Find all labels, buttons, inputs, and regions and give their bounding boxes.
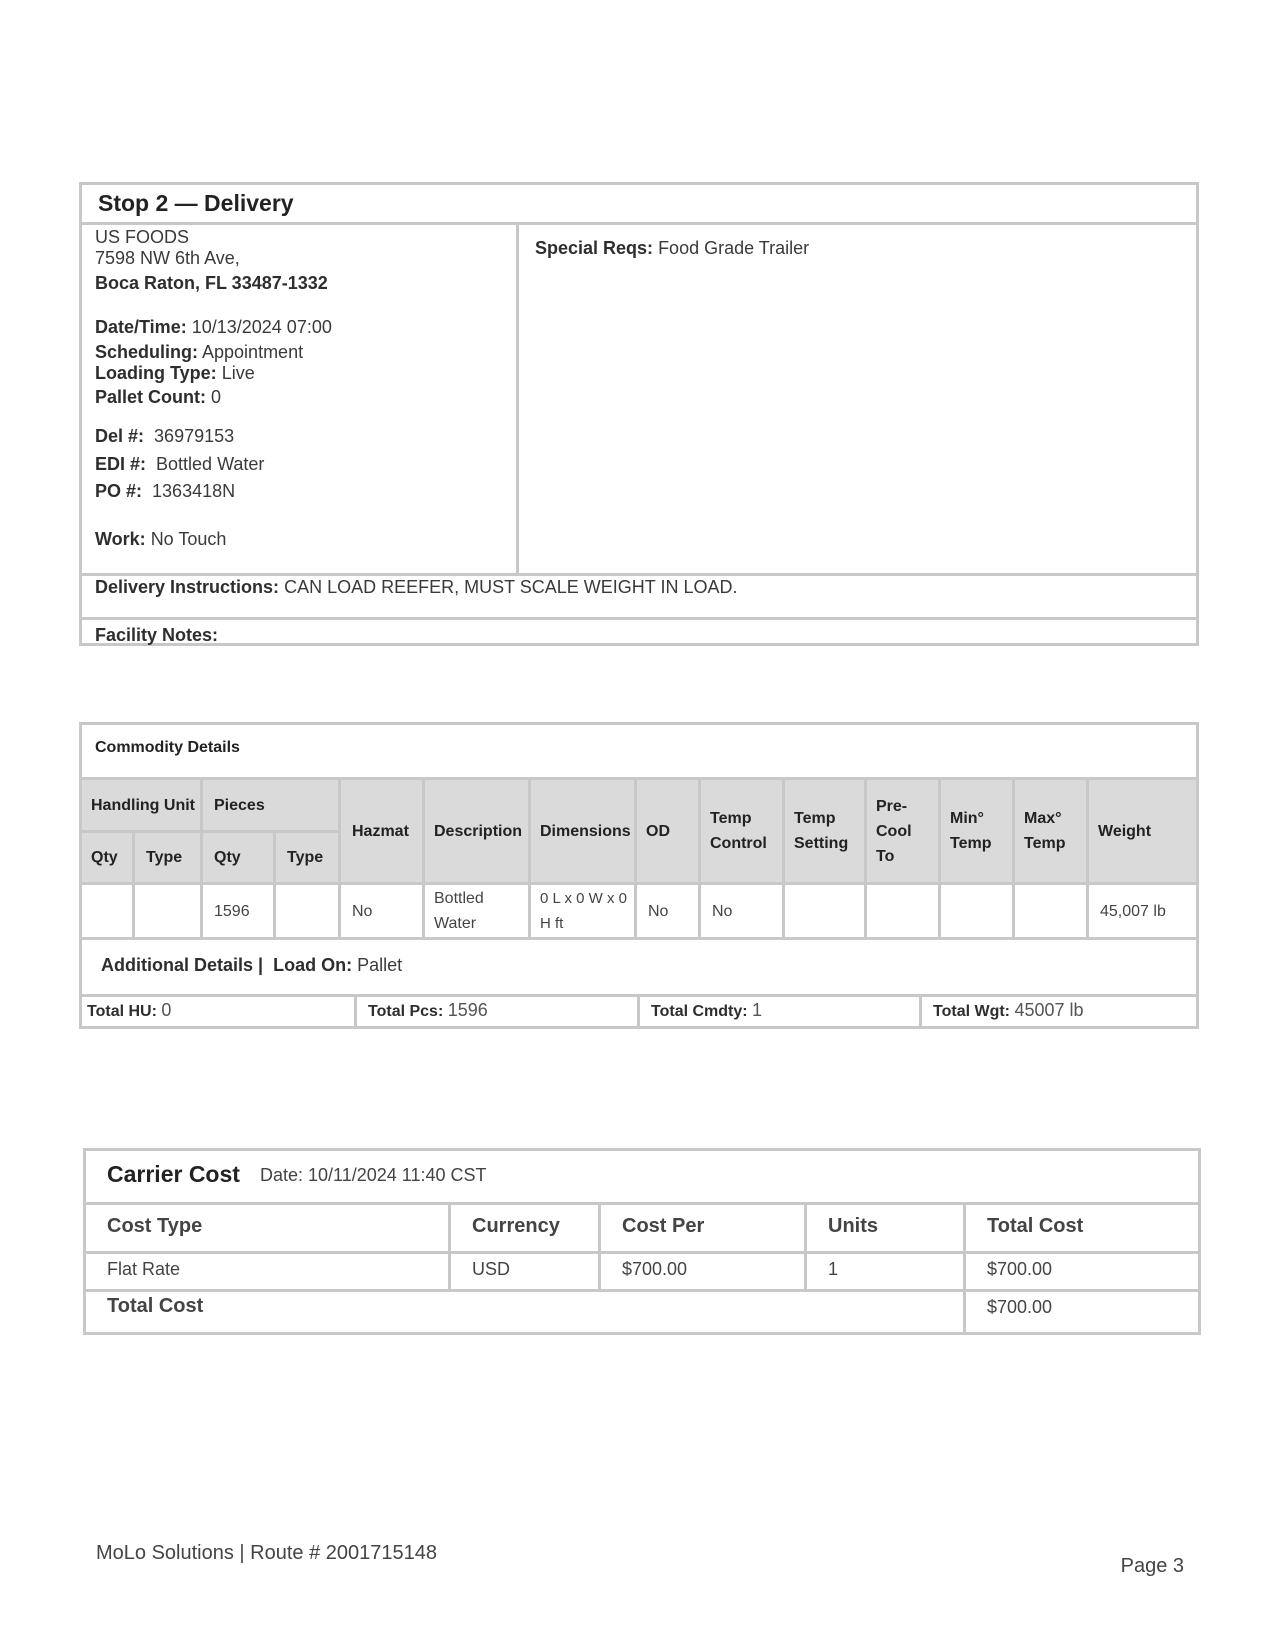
header-description: Description <box>425 780 531 885</box>
cell-total-cost: $700.00 <box>966 1254 1198 1292</box>
del-label: Del #: <box>95 426 145 446</box>
total-cmdty-label: Total Cmdty: <box>651 1003 748 1020</box>
total-pcs <box>357 997 640 1029</box>
header-total-cost: Total Cost <box>966 1205 1198 1254</box>
stop-section <box>79 182 1199 646</box>
datetime-row <box>95 317 332 338</box>
header-temp-control: Temp Control <box>701 780 785 885</box>
special-reqs-value: Food Grade Trailer <box>658 238 810 258</box>
footer-route: MoLo Solutions | Route # 2001715148 <box>96 1542 438 1564</box>
datetime-label: Date/Time: <box>95 317 187 337</box>
cell-description: Bottled Water <box>425 885 531 940</box>
cell-od: No <box>637 885 701 940</box>
header-dimensions: Dimensions <box>531 780 637 885</box>
scheduling-value: Appointment <box>202 342 304 362</box>
city-line: Boca Raton, FL 33487-1332 <box>95 273 328 293</box>
total-cmdty-value: 1 <box>752 1000 763 1020</box>
address-line: 7598 NW 6th Ave, <box>95 248 240 268</box>
cell-pcs-type <box>276 885 341 940</box>
total-cost-value: $700.00 <box>987 1297 1053 1317</box>
total-wgt-value: 45007 lb <box>1014 1000 1084 1020</box>
header-od: OD <box>637 780 701 885</box>
total-hu-value: 0 <box>161 1000 172 1020</box>
po-label: PO #: <box>95 481 143 501</box>
datetime-value: 10/13/2024 07:00 <box>191 317 332 337</box>
cell-pcs-qty: 1596 <box>203 885 276 940</box>
edi-row <box>95 454 264 475</box>
scheduling-row <box>95 342 303 363</box>
header-temp-setting: Temp Setting <box>785 780 867 885</box>
header-max-temp: Max° Temp <box>1015 780 1089 885</box>
additional-label: Additional Details | <box>101 955 264 975</box>
cell-precool <box>867 885 941 940</box>
special-reqs-row <box>535 238 809 259</box>
cell-cost-per: $700.00 <box>601 1254 807 1292</box>
stop-title: Stop 2 — Delivery <box>82 185 1196 225</box>
loading-type-row <box>95 363 255 384</box>
cell-min-temp <box>941 885 1015 940</box>
total-cmdty <box>640 997 922 1029</box>
commodity-title: Commodity Details <box>82 725 1196 780</box>
header-precool: Pre-Cool To <box>867 780 941 885</box>
header-weight: Weight <box>1089 780 1196 885</box>
stop-special <box>519 225 1196 573</box>
cell-cost-type: Flat Rate <box>86 1254 451 1292</box>
total-pcs-value: 1596 <box>447 1000 488 1020</box>
delivery-instructions <box>82 573 1196 620</box>
work-label: Work: <box>95 529 146 549</box>
cell-currency: USD <box>451 1254 601 1292</box>
total-hu <box>82 997 357 1029</box>
carrier-cost-title: Carrier Cost <box>107 1161 240 1187</box>
work-row <box>95 529 226 550</box>
carrier-cost-header <box>86 1151 1198 1205</box>
header-hazmat: Hazmat <box>341 780 425 885</box>
cell-weight: 45,007 lb <box>1089 885 1196 940</box>
cell-temp-setting <box>785 885 867 940</box>
header-cost-type: Cost Type <box>86 1205 451 1254</box>
stop-details <box>82 225 519 573</box>
del-row <box>95 426 234 447</box>
header-pcs-type: Type <box>276 833 341 885</box>
header-pcs-qty: Qty <box>203 833 276 885</box>
header-cost-per: Cost Per <box>601 1205 807 1254</box>
carrier-cost-section <box>83 1148 1201 1335</box>
total-wgt <box>922 997 1196 1029</box>
load-on-label: Load On: <box>273 955 353 975</box>
company-name: US FOODS <box>95 227 190 247</box>
del-value: 36979153 <box>154 426 235 446</box>
facility-notes <box>82 620 1196 646</box>
cell-hazmat: No <box>341 885 425 940</box>
cell-hu-type <box>135 885 203 940</box>
loading-type-value: Live <box>221 363 255 383</box>
po-value: 1363418N <box>152 481 236 501</box>
pallet-count-value: 0 <box>211 387 222 407</box>
cell-units: 1 <box>807 1254 966 1292</box>
pallet-count-label: Pallet Count: <box>95 387 206 407</box>
pallet-count-row <box>95 387 221 408</box>
special-reqs-label: Special Reqs: <box>535 238 654 258</box>
header-pieces: Pieces <box>203 780 341 833</box>
cell-hu-qty <box>82 885 135 940</box>
total-cost-label: Total Cost <box>86 1292 966 1332</box>
additional-details <box>82 940 1196 997</box>
page-number: Page 3 <box>1120 1555 1184 1577</box>
total-wgt-label: Total Wgt: <box>933 1003 1011 1020</box>
instructions-value: CAN LOAD REEFER, MUST SCALE WEIGHT IN LOAD. <box>284 577 738 597</box>
po-row <box>95 481 235 502</box>
cell-max-temp <box>1015 885 1089 940</box>
header-hu-qty: Qty <box>82 833 135 885</box>
total-pcs-label: Total Pcs: <box>368 1003 444 1020</box>
carrier-cost-date: Date: 10/11/2024 11:40 CST <box>260 1165 487 1185</box>
loading-type-label: Loading Type: <box>95 363 217 383</box>
header-handling-unit: Handling Unit <box>82 780 203 833</box>
header-min-temp: Min° Temp <box>941 780 1015 885</box>
edi-label: EDI #: <box>95 454 147 474</box>
instructions-label: Delivery Instructions: <box>95 577 280 597</box>
header-units: Units <box>807 1205 966 1254</box>
header-currency: Currency <box>451 1205 601 1254</box>
edi-value: Bottled Water <box>156 454 265 474</box>
commodity-section <box>79 722 1199 1029</box>
cell-temp-control: No <box>701 885 785 940</box>
total-hu-label: Total HU: <box>87 1003 157 1020</box>
load-on-value: Pallet <box>357 955 403 975</box>
scheduling-label: Scheduling: <box>95 342 198 362</box>
work-value: No Touch <box>150 529 227 549</box>
cell-dimensions: 0 L x 0 W x 0 H ft <box>531 885 637 940</box>
facility-notes-label: Facility Notes: <box>95 625 219 645</box>
header-hu-type: Type <box>135 833 203 885</box>
